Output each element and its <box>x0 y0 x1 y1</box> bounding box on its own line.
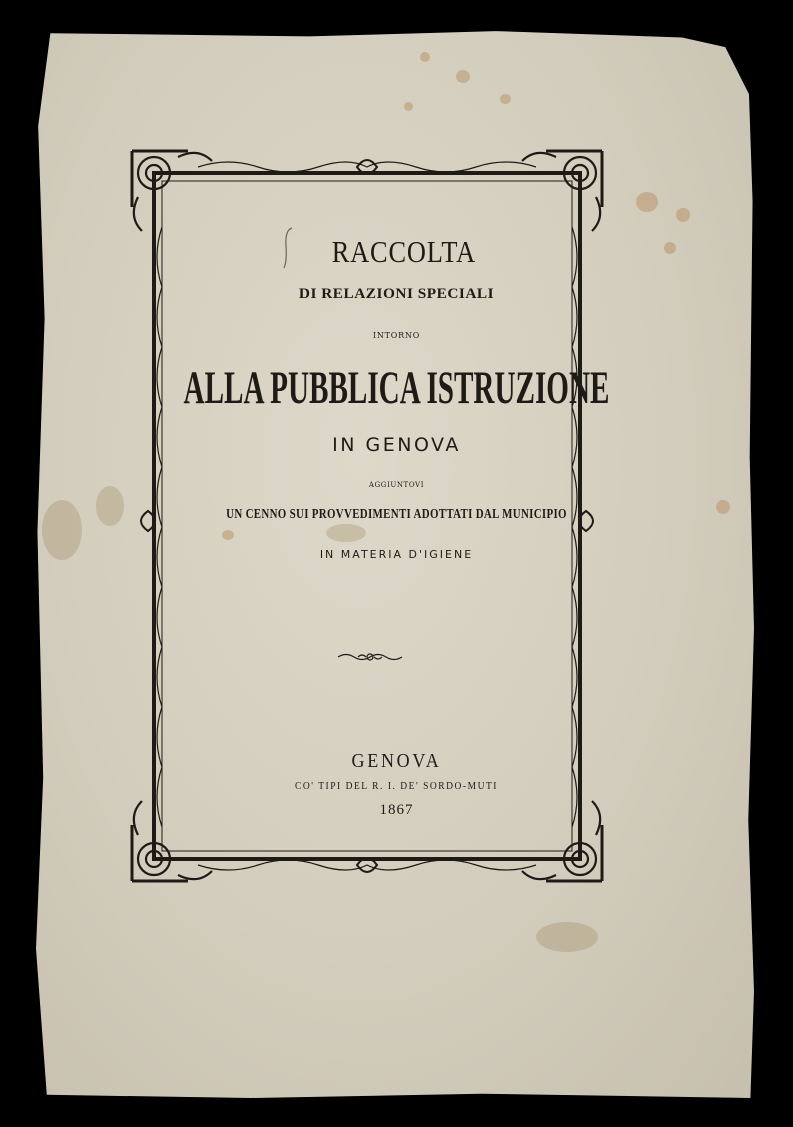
water-stain <box>536 922 598 952</box>
supplement-line: UN CENNO SUI PROVVEDIMENTI ADOTTATI DAL MUNICIPIO <box>226 507 567 522</box>
subtitle-relazioni: DI RELAZIONI SPECIALI <box>298 286 495 302</box>
foxing-stain <box>716 500 730 514</box>
foxing-stain <box>456 70 470 83</box>
foxing-stain <box>636 192 658 212</box>
imprint-year: 1867 <box>379 802 414 818</box>
imprint-city: GENOVA <box>351 750 442 772</box>
foxing-stain <box>500 94 511 104</box>
connector-intorno: INTORNO <box>372 331 421 340</box>
connector-aggiuntovi: AGGIUNTOVI <box>368 481 425 489</box>
title-raccolta: RACCOLTA <box>331 234 477 269</box>
foxing-stain <box>420 52 430 62</box>
divider-ornament-icon <box>336 650 404 664</box>
supplement-topic: IN MATERIA D'IGIENE <box>319 548 474 561</box>
main-title: ALLA PUBBLICA ISTRUZIONE <box>183 362 610 414</box>
foxing-stain <box>404 102 413 111</box>
imprint-printer: CO' TIPI DEL R. I. DE' SORDO-MUTI <box>295 781 498 792</box>
place-line: IN GENOVA <box>332 434 461 456</box>
foxing-stain <box>676 208 690 222</box>
